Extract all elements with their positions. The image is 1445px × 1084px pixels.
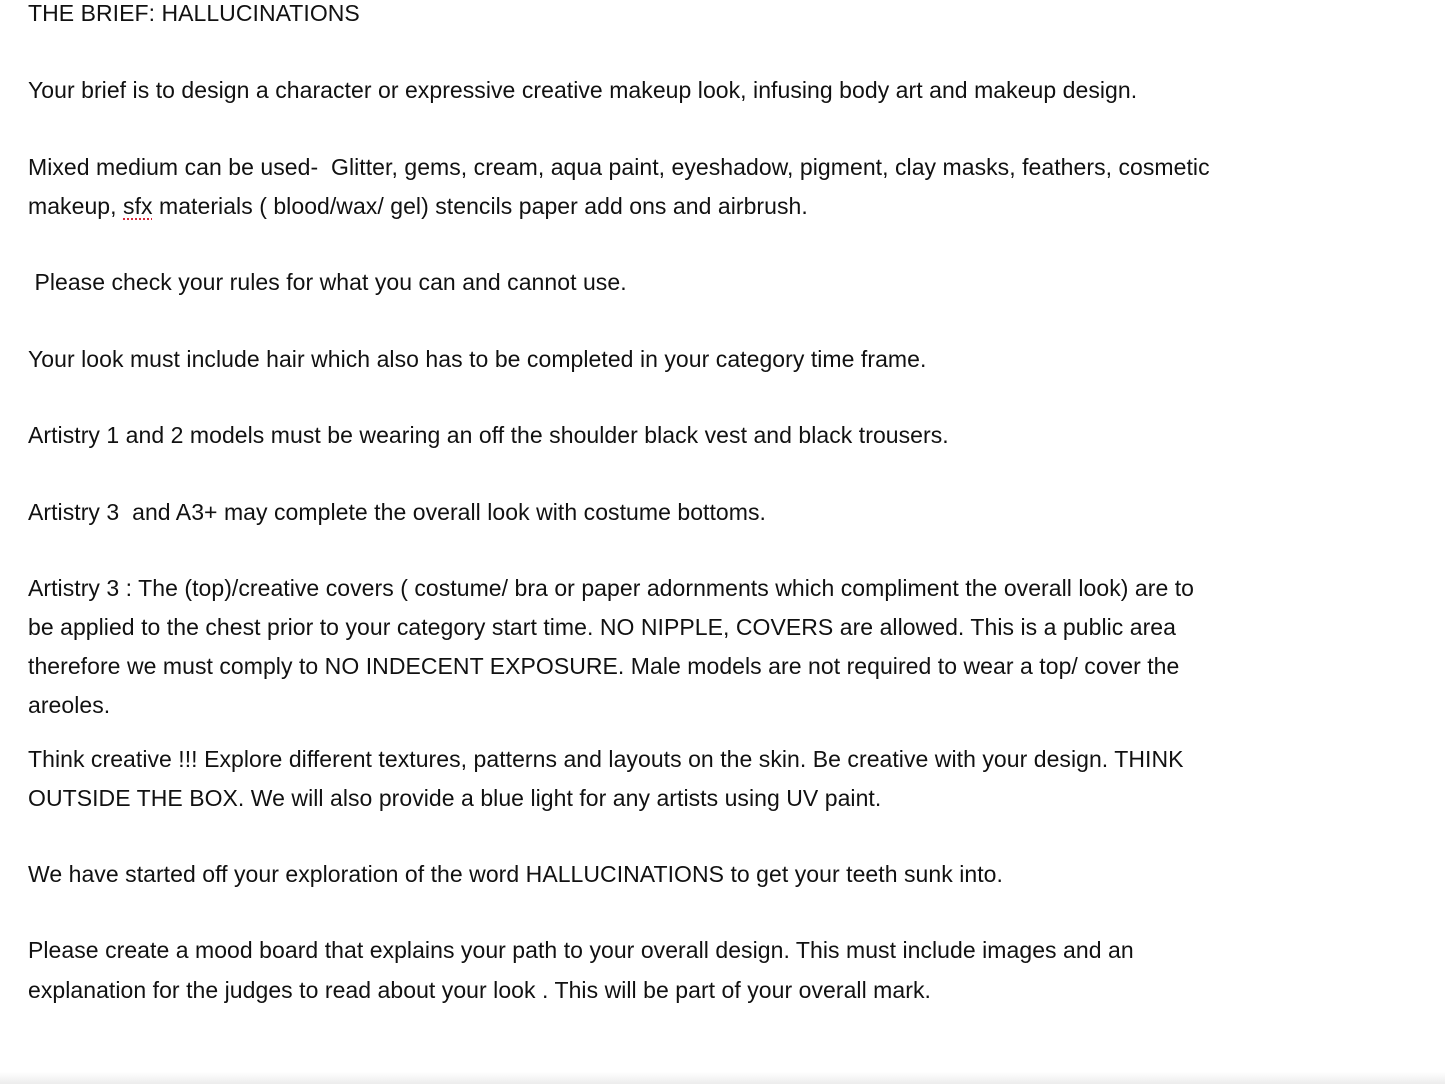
brief-paragraph: Your brief is to design a character or expressive creative makeup look, infusing body art and makeup design. — [28, 77, 1138, 103]
page-bottom-edge — [0, 1072, 1445, 1084]
mixed-medium-line-1: Mixed medium can be used- Glitter, gems, cream, aqua paint, eyeshadow, pigment, clay masks, feathers, cosmetic — [28, 154, 1210, 180]
text-fragment: materials ( blood/wax/ gel) stencils paper add ons and airbrush. — [152, 193, 808, 219]
mood-board-line-2: explanation for the judges to read about your look . This will be part of your overall mark. — [28, 977, 931, 1003]
rules-paragraph: Please check your rules for what you can and cannot use. — [28, 269, 627, 295]
artistry-3-paragraph: Artistry 3 and A3+ may complete the overall look with costume bottoms. — [28, 499, 766, 525]
covers-line-3: therefore we must comply to NO INDECENT EXPOSURE. Male models are not required to wear a top/ cover the — [28, 653, 1180, 679]
think-creative-line-2: OUTSIDE THE BOX. We will also provide a blue light for any artists using UV paint. — [28, 785, 882, 811]
covers-line-2: be applied to the chest prior to your category start time. NO NIPPLE, COVERS are allowed. This is a public area — [28, 614, 1176, 640]
mixed-medium-line-2 — [28, 187, 808, 226]
mood-board-line-1: Please create a mood board that explains your path to your overall design. This must include images and an — [28, 937, 1134, 963]
artistry-1-2-paragraph: Artistry 1 and 2 models must be wearing an off the shoulder black vest and black trousers. — [28, 422, 949, 448]
covers-line-4: areoles. — [28, 692, 111, 718]
think-creative-line-1: Think creative !!! Explore different textures, patterns and layouts on the skin. Be creative with your design. THINK — [28, 746, 1184, 772]
text-fragment: makeup, — [28, 193, 124, 219]
spellcheck-flagged-word[interactable]: sfx — [123, 193, 153, 219]
document-title: THE BRIEF: HALLUCINATIONS — [28, 0, 360, 26]
hair-paragraph: Your look must include hair which also has to be completed in your category time frame. — [28, 346, 927, 372]
covers-line-1: Artistry 3 : The (top)/creative covers ( costume/ bra or paper adornments which compliment the overall look) are to — [28, 575, 1195, 601]
exploration-paragraph: We have started off your exploration of the word HALLUCINATIONS to get your teeth sunk into. — [28, 861, 1003, 887]
